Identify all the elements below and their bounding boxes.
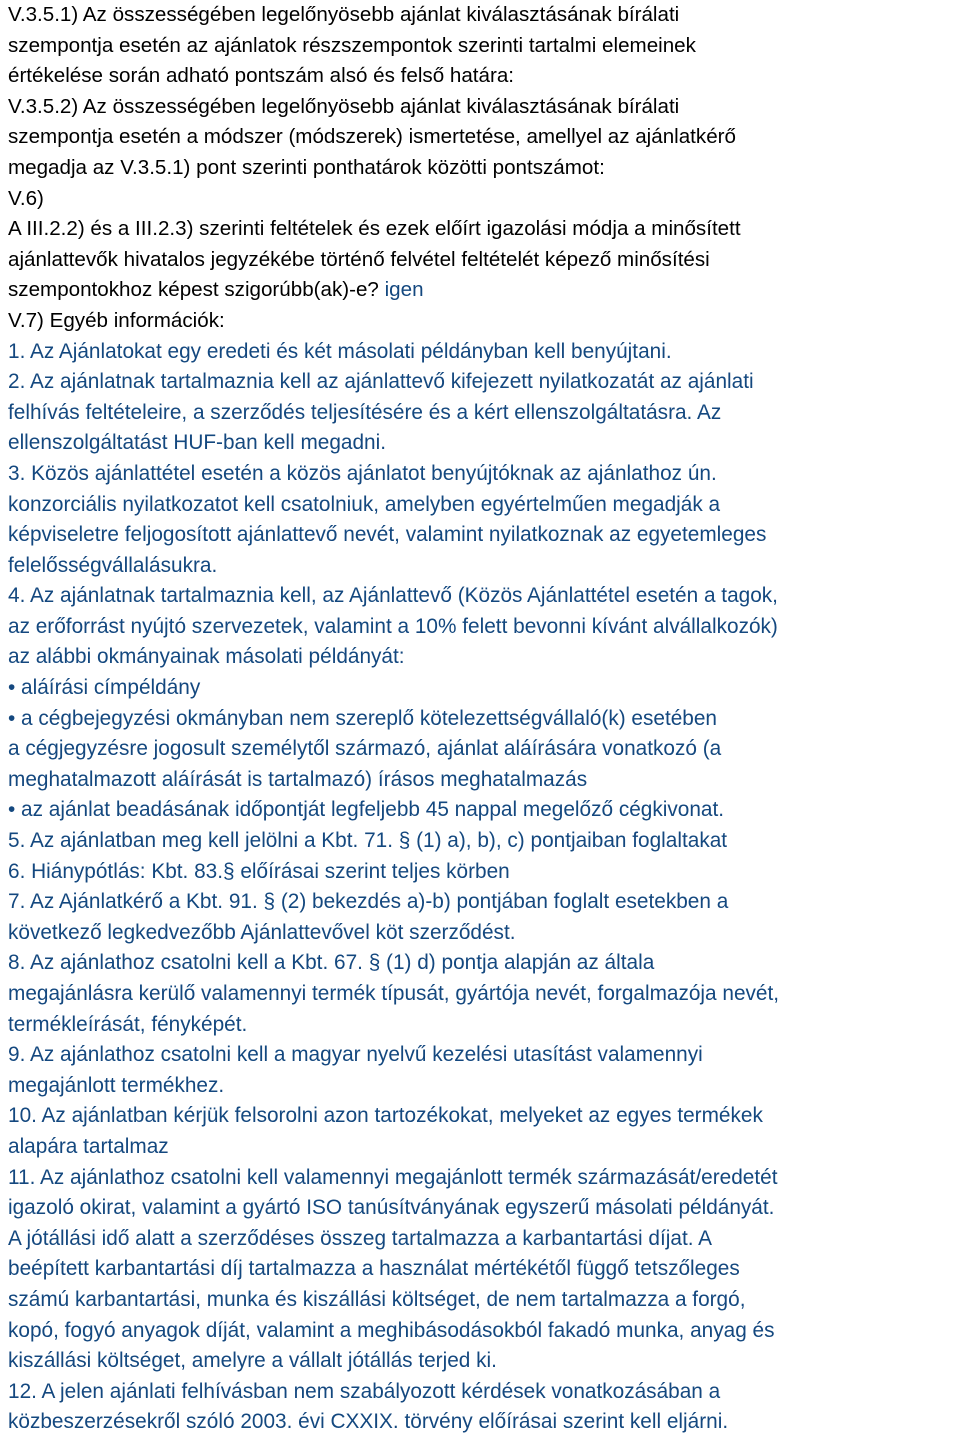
info-line: az erőforrást nyújtó szervezetek, valamint a 10% felett bevonni kívánt alvállalkozók) — [8, 614, 778, 638]
info-line: következő legkedvezőbb Ajánlattevővel köt szerződést. — [8, 920, 516, 944]
info-line: meghatalmazott aláírását is tartalmazó) írásos meghatalmazás — [8, 767, 588, 791]
info-line: közbeszerzésekről szóló 2003. évi CXXIX. törvény előírásai szerint kell eljárni. — [8, 1410, 729, 1434]
info-line: 12. A jelen ajánlati felhívásban nem szabályozott kérdések vonatkozásában a — [8, 1379, 721, 1403]
info-line: képviseletre feljogosított ajánlattevő nevét, valamint nyilatkoznak az egyetemleges — [8, 523, 767, 547]
info-line: számú karbantartási, munka és kiszállási költséget, de nem tartalmazza a forgó, — [8, 1287, 746, 1311]
info-line: 8. Az ajánlathoz csatolni kell a Kbt. 67. § (1) d) pontja alapján az általa — [8, 951, 655, 975]
text-line: szempontja esetén a módszer (módszerek) ismertetése, amellyel az ajánlatkérő — [8, 125, 736, 149]
info-line: felhívás feltételeire, a szerződés teljesítésére és a kért ellenszolgáltatásra. Az — [8, 400, 722, 424]
info-line: igazoló okirat, valamint a gyártó ISO tanúsítványának egyszerű másolati példányát. — [8, 1196, 775, 1220]
info-line: az alábbi okmányainak másolati példányát: — [8, 645, 405, 669]
info-line: 2. Az ajánlatnak tartalmaznia kell az ajánlattevő kifejezett nyilatkozatát az ajánlati — [8, 370, 754, 394]
info-line: beépített karbantartási díj tartalmazza a használat mértékétől függő tetszőleges — [8, 1257, 740, 1281]
text-line: V.6) — [8, 186, 44, 210]
info-line: 1. Az Ajánlatokat egy eredeti és két másolati példányban kell benyújtani. — [8, 339, 672, 363]
info-line: megajánlásra kerülő valamennyi termék típusát, gyártója nevét, forgalmazója nevét, — [8, 982, 780, 1005]
bullet-item: • aláírási címpéldány — [8, 676, 201, 700]
info-line: 9. Az ajánlathoz csatolni kell a magyar nyelvű kezelési utasítást valamennyi — [8, 1043, 703, 1067]
info-line: termékleírását, fényképét. — [8, 1012, 248, 1036]
answer-igen: igen — [384, 278, 424, 302]
bullet-item: • az ajánlat beadásának időpontját legfeljebb 45 nappal megelőző cégkivonat. — [8, 798, 725, 822]
info-line: 4. Az ajánlatnak tartalmaznia kell, az Ajánlattevő (Közös Ajánlattétel esetén a tagok, — [8, 584, 778, 608]
info-line: ellenszolgáltatást HUF-ban kell megadni. — [8, 431, 386, 455]
text-line-question — [8, 275, 954, 306]
info-line: 11. Az ajánlathoz csatolni kell valamennyi megajánlott termék származását/eredetét — [8, 1165, 778, 1189]
info-line: kopó, fogyó anyagok díját, valamint a meghibásodásokból fakadó munka, anyag és — [8, 1318, 775, 1342]
text-line: megadja az V.3.5.1) pont szerinti ponthatárok közötti pontszámot: — [8, 155, 605, 179]
question-text: szempontokhoz képest szigorúbb(ak)-e? — [8, 278, 385, 302]
info-line: 5. Az ajánlatban meg kell jelölni a Kbt. 71. § (1) a), b), c) pontjaiban foglaltakat — [8, 829, 728, 853]
text-line: A III.2.2) és a III.2.3) szerinti feltételek és ezek előírt igazolási módja a minősített — [8, 217, 741, 241]
info-line: 3. Közös ajánlattétel esetén a közös ajánlatot benyújtóknak az ajánlathoz ún. — [8, 461, 717, 485]
text-line: V.3.5.2) Az összességében legelőnyösebb ajánlat kiválasztásának bírálati — [8, 94, 680, 118]
info-line: 7. Az Ajánlatkérő a Kbt. 91. § (2) bekezdés a)-b) pontjában foglalt esetekben a — [8, 890, 729, 914]
info-line: alapára tartalmaz — [8, 1134, 169, 1158]
text-line: értékelése során adható pontszám alsó és felső határa: — [8, 64, 514, 88]
bullet-item: • a cégbejegyzési okmányban nem szereplő kötelezettségvállaló(k) esetében — [8, 706, 718, 730]
other-information-list — [8, 337, 954, 1438]
info-line: felelősségvállalásukra. — [8, 553, 218, 577]
text-line: V.3.5.1) Az összességében legelőnyösebb ajánlat kiválasztásának bírálati — [8, 3, 680, 26]
text-line: ajánlattevők hivatalos jegyzékébe történő felvétel feltételét képező minősítési — [8, 247, 710, 271]
info-line: 6. Hiánypótlás: Kbt. 83.§ előírásai szerint teljes körben — [8, 859, 510, 883]
info-line: 10. Az ajánlatban kérjük felsorolni azon tartozékokat, melyeket az egyes termékek — [8, 1104, 763, 1128]
info-line: kiszállási költséget, amelyre a vállalt jótállás terjed ki. — [8, 1349, 497, 1373]
info-line: a cégjegyzésre jogosult személytől származó, ajánlat aláírására vonatkozó (a — [8, 737, 722, 761]
info-line: konzorciális nyilatkozatot kell csatolniuk, amelyben egyértelműen megadják a — [8, 492, 721, 516]
text-line: szempontja esetén az ajánlatok részszempontok szerinti tartalmi elemeinek — [8, 33, 696, 57]
info-line: A jótállási idő alatt a szerződéses összeg tartalmazza a karbantartási díjat. A — [8, 1226, 712, 1250]
section-v3-v7 — [8, 0, 954, 337]
info-line: megajánlott termékhez. — [8, 1073, 225, 1097]
section-heading-v7: V.7) Egyéb információk: — [8, 308, 225, 332]
